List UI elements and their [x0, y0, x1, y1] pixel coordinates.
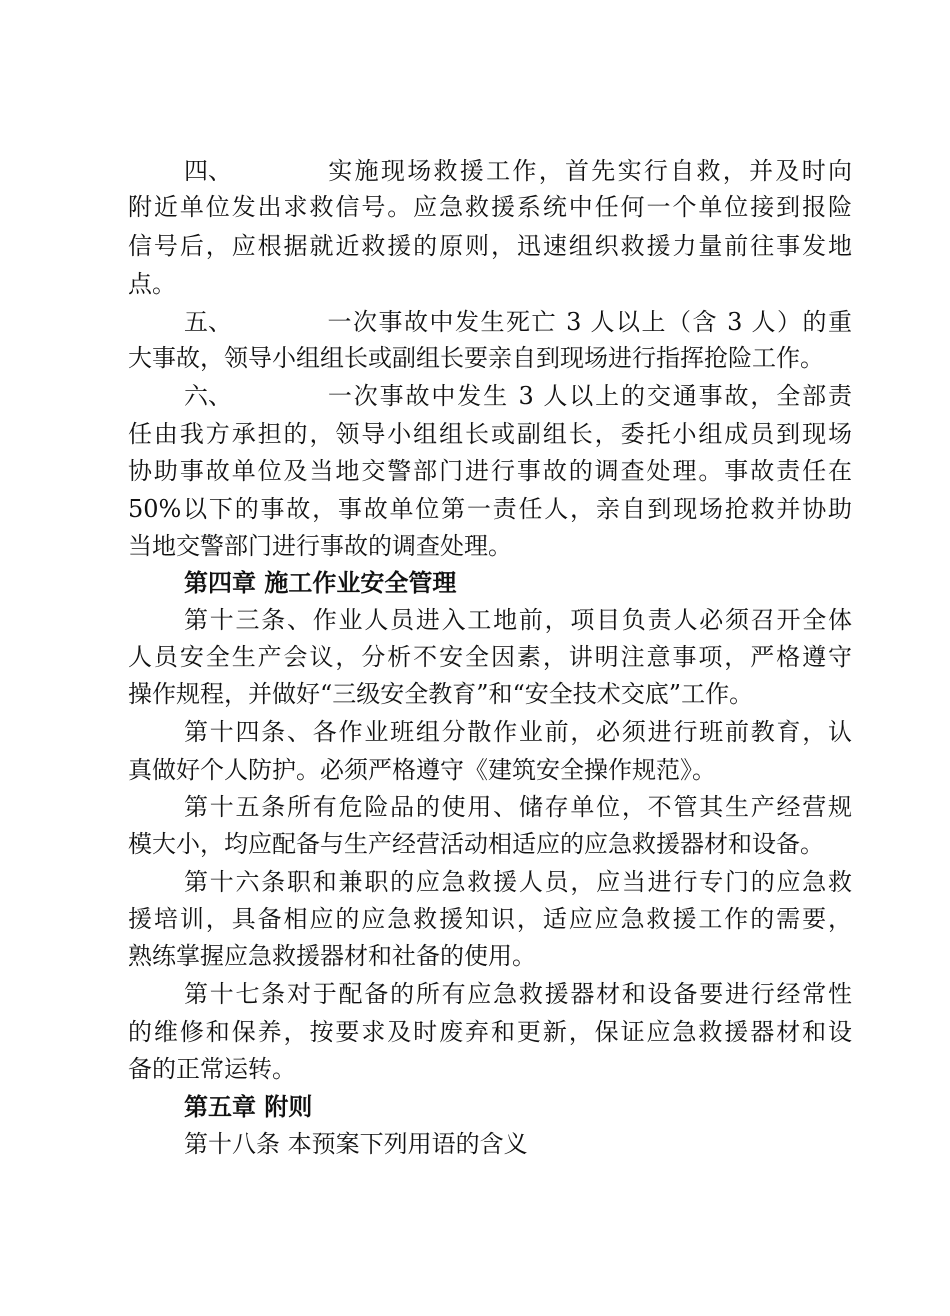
article-16-line-1: 第十六条职和兼职的应急救援人员，应当进行专门的应急救 [184, 868, 852, 896]
article-17-line-2: 的维修和保养，按要求及时废弃和更新，保证应急救援器材和设 [128, 1018, 852, 1046]
article-16-line-3: 熟练掌握应急救援器材和社备的使用。 [128, 942, 536, 970]
chapter-four-heading: 第四章 施工作业安全管理 [184, 569, 457, 597]
article-14-line-1: 第十四条、各作业班组分散作业前，必须进行班前教育，认 [184, 718, 852, 746]
article-13-line-1: 第十三条、作业人员进入工地前，项目负责人必须召开全体 [184, 606, 852, 634]
item-six-line-1: 六、 一次事故中发生 3 人以上的交通事故，全部责 [184, 382, 852, 410]
article-14-line-2: 真做好个人防护。必须严格遵守《建筑安全操作规范》。 [128, 756, 716, 784]
article-15-line-1: 第十五条所有危险品的使用、储存单位，不管其生产经营规 [184, 793, 852, 821]
item-six-number: 六、 [184, 382, 232, 410]
item-four-number: 四、 [184, 157, 232, 185]
item-five-line-2: 大事故，领导小组组长或副组长要亲自到现场进行指挥抢险工作。 [128, 344, 824, 372]
article-16-line-2: 援培训，具备相应的应急救援知识，适应应急救援工作的需要， [128, 905, 852, 933]
item-four-line-3: 信号后，应根据就近救援的原则，迅速组织救援力量前往事发地 [128, 232, 852, 260]
article-15-line-2: 模大小，均应配备与生产经营活动相适应的应急救援器材和设备。 [128, 830, 824, 858]
item-four-line-4: 点。 [128, 270, 176, 298]
item-four-line-2: 附近单位发出求救信号。应急救援系统中任何一个单位接到报险 [128, 193, 852, 221]
article-17-line-3: 备的正常运转。 [128, 1055, 296, 1083]
article-18-line-1: 第十八条 本预案下列用语的含义 [184, 1130, 528, 1158]
item-six-line-4: 50%以下的事故，事故单位第一责任人，亲自到现场抢救并协助 [128, 495, 852, 523]
item-six-line-2: 任由我方承担的，领导小组组长或副组长，委托小组成员到现场 [128, 420, 852, 448]
article-13-line-3: 操作规程，并做好“三级安全教育”和“安全技术交底”工作。 [128, 680, 754, 708]
chapter-five-heading: 第五章 附则 [184, 1093, 313, 1121]
item-five-number: 五、 [184, 308, 232, 336]
article-17-line-1: 第十七条对于配备的所有应急救援器材和设备要进行经常性 [184, 980, 852, 1008]
article-13-line-2: 人员安全生产会议，分析不安全因素，讲明注意事项，严格遵守 [128, 643, 852, 671]
item-six-line-3: 协助事故单位及当地交警部门进行事故的调查处理。事故责任在 [128, 457, 852, 485]
item-four-line-1: 四、 实施现场救援工作，首先实行自救，并及时向 [184, 157, 852, 185]
item-six-line-5: 当地交警部门进行事故的调查处理。 [128, 532, 512, 560]
item-five-line-1: 五、 一次事故中发生死亡 3 人以上（含 3 人）的重 [184, 308, 852, 336]
